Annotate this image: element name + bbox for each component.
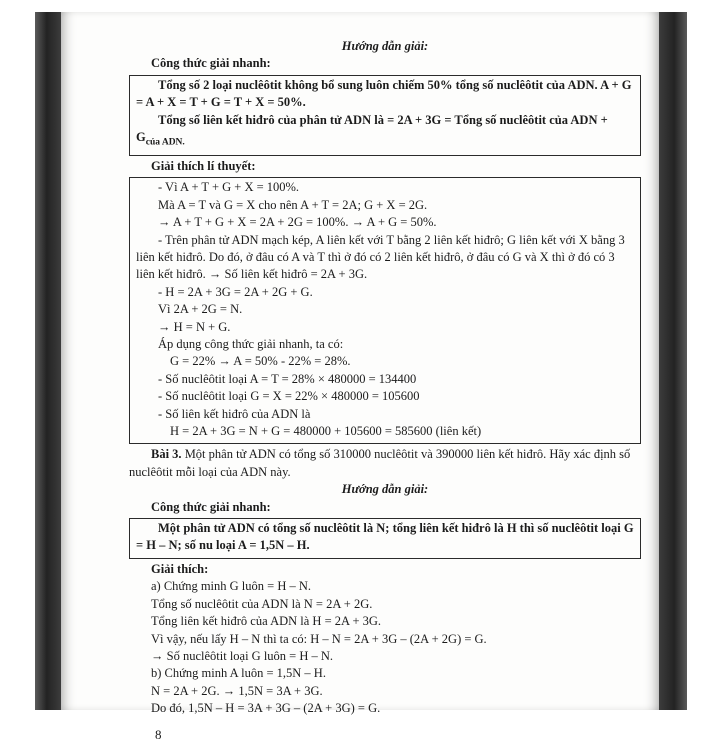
- formula-paragraph: Tổng số 2 loại nuclêôtit không bổ sung luôn chiếm 50% tổng số nuclêôtit của ADN. A + G = A + X = T + G = T + X = 50%.: [136, 77, 632, 110]
- formula-paragraph: Một phân tử ADN có tổng số nuclêôtit là N; tổng liên kết hiđrô là H thì số nuclêôtit loại G = H – N; số nu loại A = 1,5N – H.: [136, 521, 634, 553]
- theory-line: - H = 2A + 3G = 2A + 2G + G.: [158, 284, 313, 299]
- explanation-line: Do đó, 1,5N – H = 3A + 3G – (2A + 3G) = G.: [151, 701, 381, 716]
- theory-line: Vì 2A + 2G = N.: [158, 302, 243, 317]
- page-content: [129, 38, 641, 743]
- formula-subscript: của ADN.: [145, 137, 185, 148]
- explanation-line: b) Chứng minh A luôn = 1,5N – H.: [151, 666, 326, 681]
- heading-solution-guide-1: Hướng dẫn giải:: [341, 39, 429, 53]
- theory-line: Mà A = T và G = X cho nên A + T = 2A; G + X = 2G.: [158, 197, 428, 212]
- theory-line: → A + T + G + X = 2A + 2G = 100%. → A + G = 50%.: [158, 215, 437, 230]
- theory-line: - Số nuclêôtit loại A = T = 28% × 480000 = 134400: [158, 371, 417, 386]
- formula-paragraph: [136, 112, 634, 152]
- theory-line: G = 22% → A = 50% - 22% = 28%.: [170, 354, 351, 369]
- theory-explanation-label: Giải thích lí thuyết:: [151, 158, 256, 173]
- heading-solution-guide-2: Hướng dẫn giải:: [341, 482, 429, 497]
- theory-line: - Số liên kết hiđrô của ADN là: [158, 406, 311, 421]
- explanation-line: Tổng số nuclêôtit của ADN là N = 2A + 2G.: [151, 596, 373, 611]
- quick-formula-label-1: Công thức giải nhanh:: [151, 56, 271, 71]
- explanation-line: Tổng liên kết hiđrô của ADN là H = 2A + 3G.: [151, 614, 382, 629]
- theory-line: - Số nuclêôtit loại G = X = 22% × 480000 = 105600: [158, 389, 420, 404]
- theory-line: - Trên phân tử ADN mạch kép, A liên kết với T bằng 2 liên kết hiđrô; G liên kết với X bằng 3 liên kết hiđrô. Do đó, ở đâu có A và T thì ở đó có 2 liên kết hiđrô, ở đâu có G và X thì ở đó có 3 liên kết hiđrô. → Số liên kết hiđrô = 2A + 3G.: [136, 232, 625, 282]
- quick-formula-box-2: [129, 518, 641, 559]
- theory-line: Áp dụng công thức giải nhanh, ta có:: [158, 337, 344, 351]
- explanation-line: a) Chứng minh G luôn = H – N.: [151, 579, 311, 594]
- page-number: 8: [155, 726, 162, 742]
- theory-line: H = 2A + 3G = N + G = 480000 + 105600 = 585600 (liên kết): [170, 424, 482, 439]
- explanation-line: Vì vậy, nếu lấy H – N thì ta có: H – N = 2A + 3G – (2A + 2G) = G.: [151, 631, 487, 646]
- explanation-line: N = 2A + 2G. → 1,5N = 3A + 3G.: [151, 683, 323, 698]
- quick-formula-label-2: Công thức giải nhanh:: [151, 499, 271, 514]
- theory-line: - Vì A + T + G + X = 100%.: [158, 180, 300, 195]
- explanation-line: → Số nuclêôtit loại G luôn = H – N.: [151, 648, 334, 663]
- problem-3-label: Bài 3.: [151, 447, 182, 462]
- explanation-label: Giải thích:: [151, 561, 209, 576]
- book-page: [61, 12, 659, 742]
- theory-line: → H = N + G.: [158, 319, 231, 334]
- theory-explanation-box: [129, 177, 641, 444]
- book-edge-right: [659, 12, 687, 710]
- book-edge-left: [35, 12, 61, 710]
- problem-3-text: Một phân tử ADN có tổng số 310000 nuclêôtit và 390000 liên kết hiđrô. Hãy xác định số nuclêôtit mỗi loại của ADN này.: [129, 447, 631, 479]
- problem-3-statement: [129, 446, 641, 481]
- formula-text: Tổng số liên kết hiđrô của phân tử ADN là = 2A + 3G = Tổng số nuclêôtit của ADN + G: [136, 112, 608, 145]
- quick-formula-box-1: [129, 75, 641, 156]
